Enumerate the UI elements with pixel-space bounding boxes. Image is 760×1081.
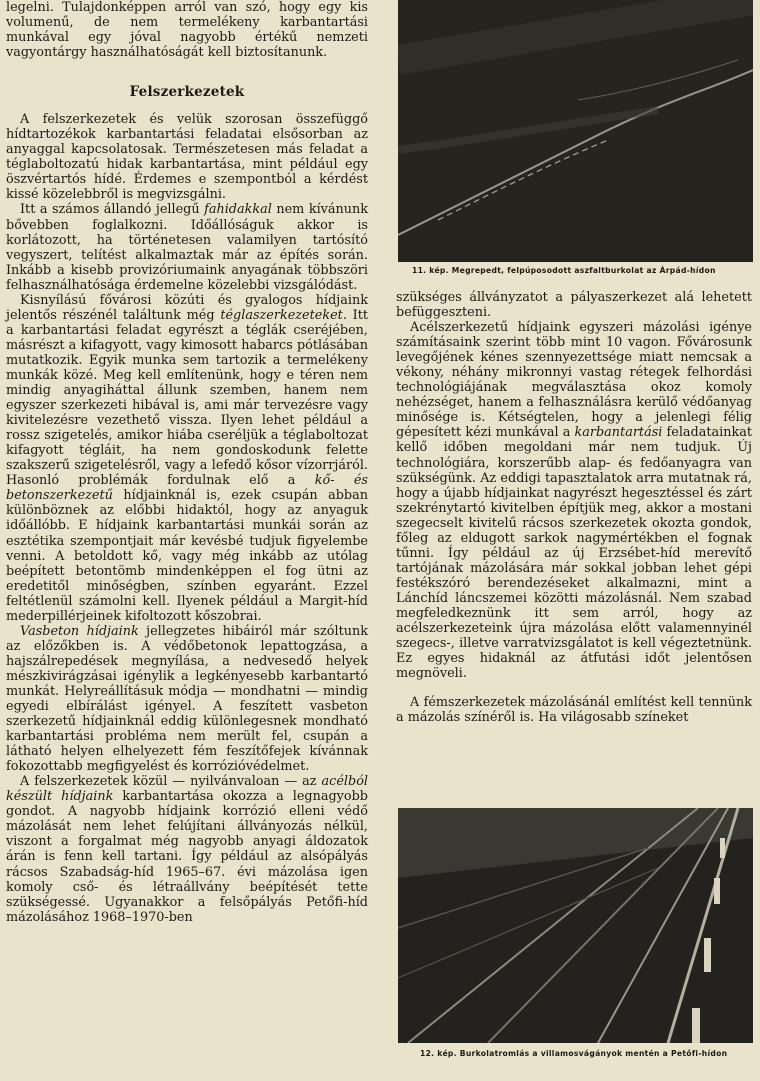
figure-12-photo <box>398 808 753 1043</box>
tram-tracks-photo <box>398 808 753 1043</box>
paragraph: Itt a számos állandó jellegű fahidakkal nem kívánunk bővebben foglalkozni. Időállóságuk akkor is korlátozott, ha történetesen valamilyen tartósító vegyszert, telítést alkalmaztak már az építés során. Inkább a kisebb provizóriumaink anyagának többszöri felhasználhatósága érdemelne közelebbi vizsgálódást. <box>6 202 368 293</box>
figure-12-caption: 12. kép. Burkolatromlás a villamosvágányok mentén a Petőfi-hídon <box>420 1049 728 1058</box>
emphasis: acélból készült hídjaink <box>6 774 368 805</box>
paragraph: A fémszerkezetek mázolásánál említést kell tennünk a mázolás színéről is. Ha világosabb színeket <box>396 695 752 726</box>
emphasis: karbantartási <box>574 425 663 441</box>
emphasis: téglaszerkezeteket <box>220 307 343 323</box>
emphasis: fahidakkal <box>204 202 272 218</box>
paragraph: Acélszerkezetű hídjaink egyszeri mázolási igénye számításaink szerint több mint 10 vagon. Fővárosunk levegőjének kénes szennyezettsége miatt nemcsak a vékony, néhány mikronnyi vastag rétegek felhordási technológiájának megválasztása okoz komoly nehézséget, hanem a felhasználásra kerülő védőanyag minősége is. Kétségtelen, hogy a jelenlegi félig gépesített kézi munkával a karbantartási feladatainkat kellő időben megoldani már nem tudjuk. Új technológiára, korszerűbb alap- és fedőanyagra van szükségünk. Az eddigi tapasztalatok arra mutatnak rá, hogy a újabb hídjainkat nagyrészt hegesztéssel és zárt szekrénytartó kivitelben építjük meg, akkor a mostani szegecselt kivitelű rácsos szerkezetek okozta gondok, főleg az eldugott sarkok nagymértékben el fognak tűnni. Így például az új Erzsébet-híd merevítő tartójának mázolására már sokkal jobban lehet gépi festékszóró berendezéseket alkalmazni, mint a Lánchíd láncszemei közötti mázolásnál. Nem szabad megfeledkeznünk itt sem arról, hogy az acélszerkezeteink újra mázolása előtt valamennyinél szegecs-, illetve varratvizsgálatot is kell végeztetnünk. Ez egyes hidaknál az átfutási időt jelentősen megnöveli. <box>396 320 752 682</box>
figure-11-caption: 11. kép. Megrepedt, felpúposodott aszfaltburkolat az Árpád-hídon <box>412 266 716 275</box>
intro-paragraph: legelni. Tulajdonképpen arról van szó, hogy egy kis volumenű, de nem termelékeny karbantartási munkával egy jóval nagyobb értékű nemzeti vagyontárgy használhatóságát kell biztosítanunk. <box>6 0 368 61</box>
paragraph: A felszerkezetek közül — nyilvánvaloan — az acélból készült hídjaink karbantartása okozza a legnagyobb gondot. A nagyobb hídjaink korrózió elleni védő mázolását nem lehet felújítani állványozás nélkül, viszont a forgalmat még nagyobb anyagi áldozatok árán is fenn kell tartani. Így például az alsópályás rácsos Szabadság-híd 1965–67. évi mázolása igen komoly cső- és létraállvány beépítését tette szükségessé. Ugyanakkor a felsőpályás Petőfi-híd mázolásához 1968–1970-ben <box>6 774 368 925</box>
right-column <box>396 290 752 725</box>
figure-11-photo <box>398 0 753 262</box>
paragraph: Vasbeton hídjaink jellegzetes hibáiról már szóltunk az előzőkben is. A védőbetonok lepattogzása, a hajszálrepedések megnyílása, a nedvesedő helyek mészkivirágzásai igénylik a legkényesebb karbantartó munkát. Helyreállításuk módja — mondhatni — mindig egyedi elbírálást igényel. A feszített vasbeton szerkezetű hídjainknál eddig különlegesnek mondható karbantartási probléma nem merült fel, csupán a látható helyen elhelyezett fém feszítőfejek kívánnak fokozottabb megfigyelést és korrózióvédelmet. <box>6 623 368 775</box>
emphasis: Vasbeton hídjaink <box>20 623 139 639</box>
left-column <box>6 0 368 925</box>
cracked-asphalt-photo <box>398 0 753 262</box>
section-heading: Felszerkezetek <box>129 84 245 101</box>
paragraph: A felszerkezetek és velük szorosan összefüggő hídtartozékok karbantartási feladatai elsősorban az anyaggal kapcsolatosak. Természetesen más feladat a téglaboltozatú hidak karbantartása, mint például egy öszvértartós hídé. Érdemes e szempontból a kérdést kissé közelebbről is megvizsgálni. <box>6 112 368 203</box>
emphasis: kő- és betonszerkezetű <box>6 473 368 504</box>
paragraph: szükséges állványzatot a pályaszerkezet alá lehetett befüggeszteni. <box>396 290 752 321</box>
paragraph: Kisnyílású fővárosi közúti és gyalogos hídjaink jelentős részénél találtunk még téglaszerkezeteket. Itt a karbantartási feladat egyrészt a téglák cseréjében, másrészt a kifagyott, vagy kimosott habarcs pótlásában mutatkozik. Egyik munka sem tartozik a termelékeny munkák közé. Meg kell említenünk, hogy e téren nem mindig anyagiháttal állunk szemben, hanem nem egyszer szerkezeti hibával is, ami már tervezésre vagy kivitelezésre vezethető vissza. Ilyen lehet például a rossz szigetelés, amikor hiába cseréljük a téglaboltozat kifagyott tégláit, ha nem gondoskodunk felette szakszerű szigetelésről, vagy a lefedő kősor vízorrjáról. Hasonló problémák fordulnak elő a kő- és betonszerkezetű hídjainknál is, ezek csupán abban különböznek az előbbi hidaktól, hogy az anyaguk időállóbb. E hídjaink karbantartási munkái során az esztétika szempontjait már kevésbé tudjuk figyelembe venni. A betoldott kő, vagy még inkább az utólag beépített betontömb mindenképpen el fog ütni az eredetitől minőségben, színben egyaránt. Ezzel feltétlenül számolni kell. Ilyenek például a Margit-híd mederpillérjeinek kifoltozott kőszobrai. <box>6 292 369 624</box>
